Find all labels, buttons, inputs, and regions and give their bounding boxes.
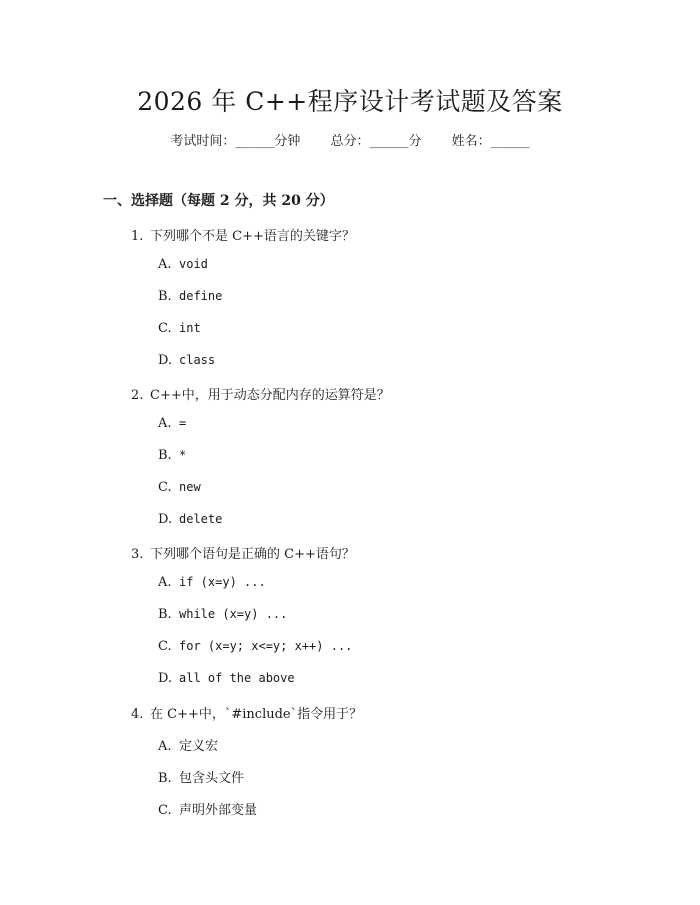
option-text: void <box>179 257 208 271</box>
question-2 <box>131 384 390 403</box>
option <box>158 257 208 272</box>
option-letter: D. <box>158 671 173 686</box>
exam-meta <box>0 130 700 149</box>
option-text: while (x=y) ... <box>179 607 288 621</box>
option-text: = <box>179 416 187 430</box>
option <box>158 671 295 686</box>
option <box>158 512 222 527</box>
option-letter: C. <box>158 480 172 495</box>
option <box>158 575 266 590</box>
section-heading: 一、选择题（每题 2 分，共 20 分） <box>103 193 334 209</box>
question-number: 1. <box>131 229 144 244</box>
option-letter: B. <box>158 289 172 304</box>
question-number: 4. <box>131 707 144 722</box>
option-letter: C. <box>158 639 172 654</box>
option-letter: C. <box>158 803 172 818</box>
option-text: int <box>179 321 201 335</box>
question-text: 下列哪个语句是正确的 C++语句？ <box>150 547 355 562</box>
option-letter: C. <box>158 321 172 336</box>
question-3 <box>131 543 355 562</box>
option-text: define <box>179 289 223 303</box>
option <box>158 480 201 495</box>
option <box>158 416 186 431</box>
option <box>158 321 201 336</box>
option-text: all of the above <box>179 671 295 685</box>
option-text: * <box>179 448 187 462</box>
question-text: 在 C++中，`#include`指令用于？ <box>150 707 363 722</box>
question-4 <box>131 703 362 722</box>
question-number: 2. <box>131 388 144 403</box>
option-text: for (x=y; x<=y; x++) ... <box>179 639 353 653</box>
page-title: 2026 年 C++程序设计考试题及答案 <box>137 87 563 116</box>
option <box>158 639 352 654</box>
total-score-field: 总分：______分 <box>330 134 422 149</box>
option <box>158 607 287 622</box>
question-1 <box>131 225 355 244</box>
option <box>158 799 257 818</box>
option-letter: D. <box>158 353 173 368</box>
option-letter: B. <box>158 448 172 463</box>
option-letter: A. <box>158 416 172 431</box>
question-number: 3. <box>131 547 144 562</box>
student-name-field: 姓名：______ <box>451 134 530 149</box>
option-letter: B. <box>158 607 172 622</box>
option-text: 定义宏 <box>179 739 219 754</box>
option-letter: B. <box>158 771 172 786</box>
exam-time-field: 考试时间：______分钟 <box>170 134 301 149</box>
option-letter: A. <box>158 575 172 590</box>
option <box>158 289 222 304</box>
option-letter: A. <box>158 257 172 272</box>
question-text: C++中，用于动态分配内存的运算符是？ <box>150 388 390 403</box>
option-text: new <box>179 480 201 494</box>
option <box>158 735 218 754</box>
option-text: class <box>179 353 216 367</box>
option-text: 包含头文件 <box>179 771 245 786</box>
option-letter: A. <box>158 739 172 754</box>
option <box>158 448 186 463</box>
option-text: if (x=y) ... <box>179 575 266 589</box>
option-text: delete <box>179 512 223 526</box>
question-text: 下列哪个不是 C++语言的关键字？ <box>150 229 355 244</box>
option <box>158 353 215 368</box>
option-letter: D. <box>158 512 173 527</box>
option <box>158 767 244 786</box>
option-text: 声明外部变量 <box>179 803 258 818</box>
